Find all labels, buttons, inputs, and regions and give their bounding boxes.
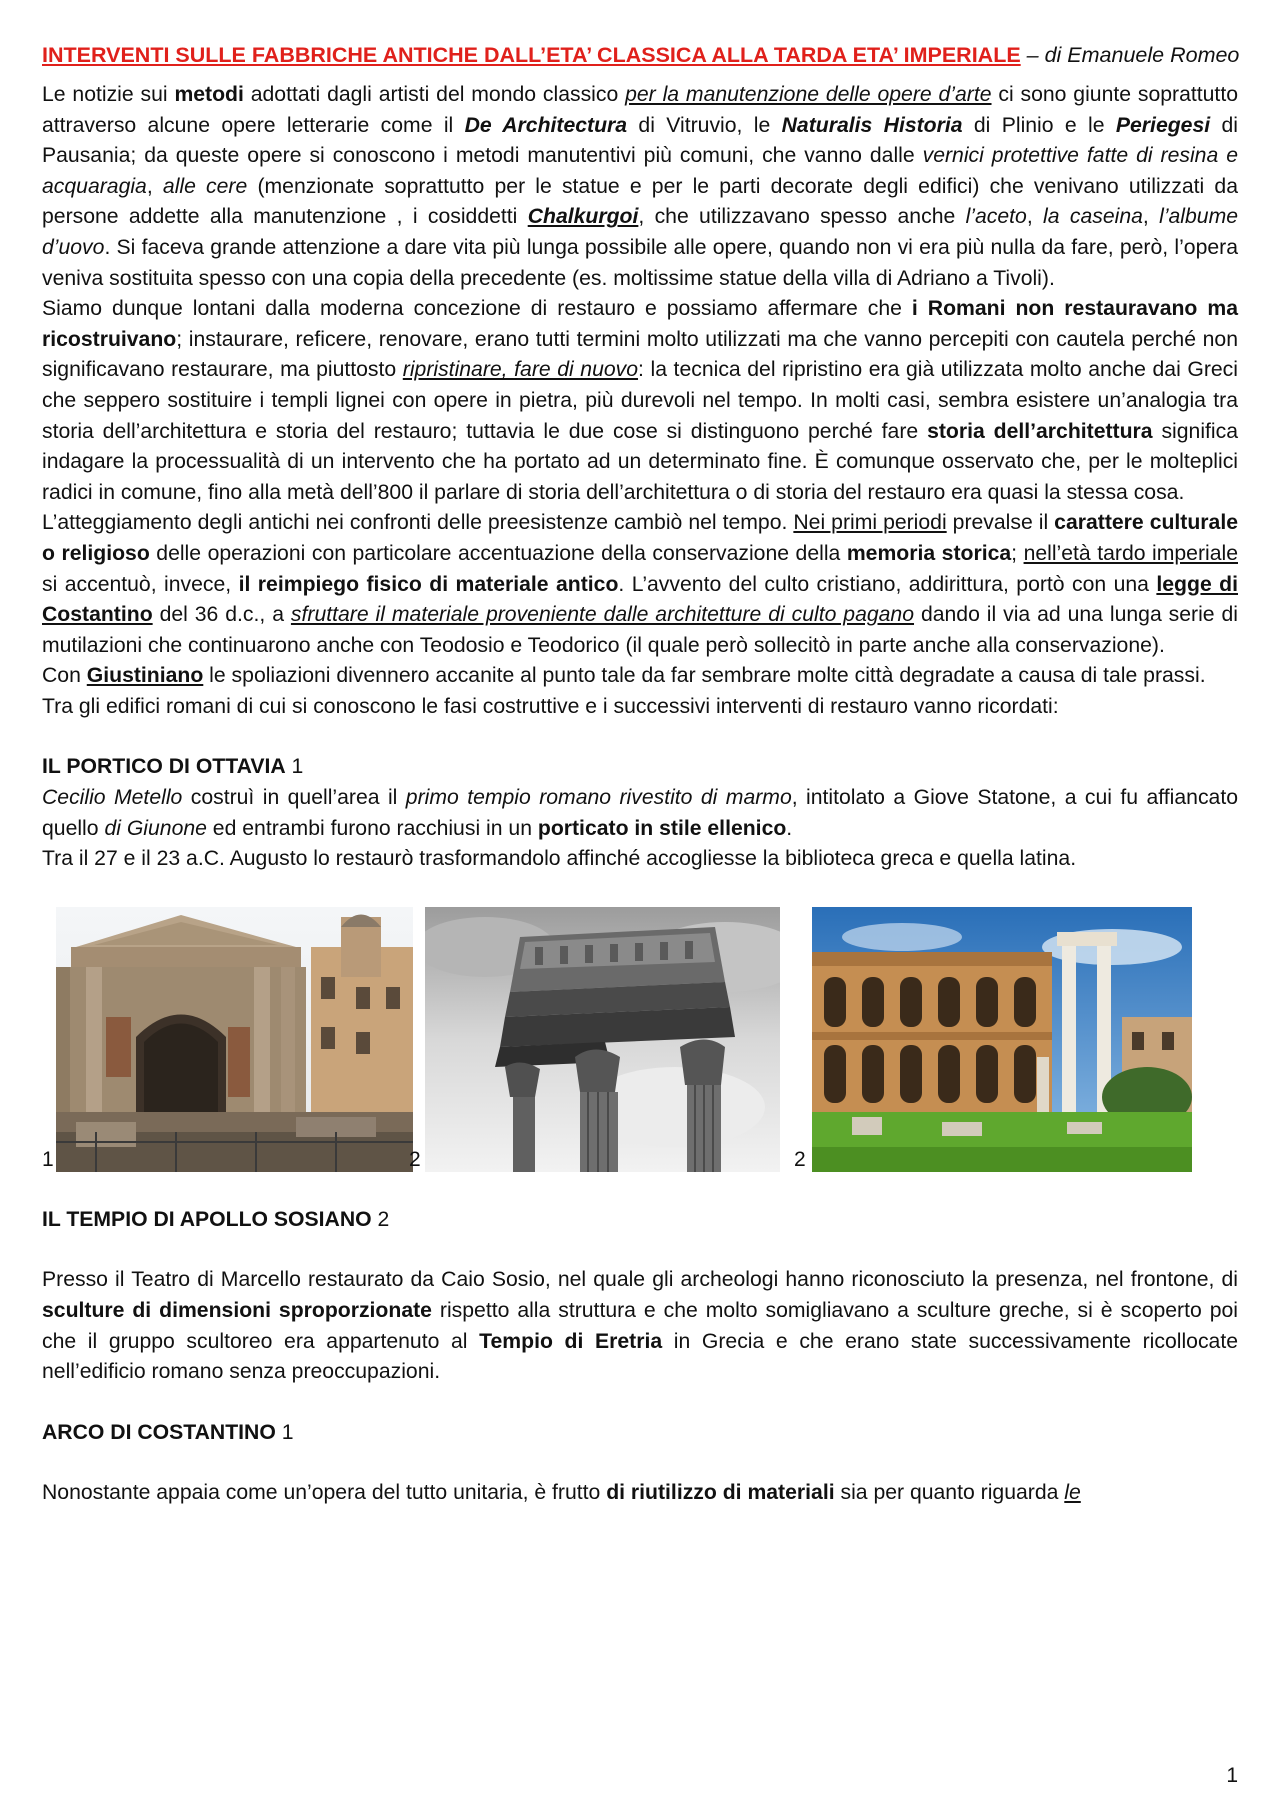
text-run: Presso il Teatro di Marcello restaurato da Caio Sosio, nel quale gli archeologi hanno riconosciuto la presenza, nel frontone, di [42, 1268, 1238, 1292]
photo-caption-2: 2 [409, 1147, 421, 1171]
section-1-line-2: Tra il 27 e il 23 a.C. Augusto lo restaurò trasformandolo affinché accogliesse la biblioteca greca e quella latina. [42, 847, 1077, 871]
text-run: di Plinio e le [962, 113, 1116, 137]
photo-strip [42, 907, 1238, 1172]
text-run: Siamo dunque lontani dalla moderna concezione di restauro e possiamo affermare che [42, 297, 912, 321]
text-run: significa indagare la processualità di un intervento che ha portato ad un determinato fine. È comunque osservato che, per le molteplici radici in comune, fino alla metà dell’800 il parlare di storia dell’architettura o di storia del restauro era quasi la stessa cosa. [42, 419, 1239, 504]
paragraph-2 [42, 294, 1238, 508]
text-run: ed entrambi furono racchiusi in un [206, 816, 538, 840]
text-run: sia per quanto riguarda [834, 1481, 1065, 1505]
bold-underline-run: legge di Costantino [42, 572, 1238, 627]
italic-run: Cecilio Metello [42, 786, 183, 810]
paragraph-1 [42, 80, 1238, 294]
heading-text: IL PORTICO DI OTTAVIA [42, 755, 286, 779]
section-1-paragraph [42, 783, 1238, 844]
text-run: di Vitruvio, le [627, 113, 782, 137]
section-2-paragraph [42, 1265, 1238, 1387]
photo-caption-1: 1 [42, 1147, 54, 1171]
text-run: . L’avvento del culto cristiano, addirittura, portò con una [618, 572, 1157, 596]
italic-underline-run: le [1064, 1481, 1081, 1505]
photo-caption-3: 2 [794, 1147, 806, 1171]
text-run: ci sono giunte soprattutto attraverso alcune opere letterarie come il [42, 83, 1238, 137]
text-run: : la tecnica del ripristino era già utilizzata molto anche dai Greci che seppero sostituire i templi lignei con opere in pietra, più durevoli nel tempo. In molti casi, sembra esistere un’analogia tra storia dell’architettura e storia del restauro; tuttavia le due cose si distinguono perché fare [42, 358, 1238, 443]
heading-text: IL TEMPIO DI APOLLO SOSIANO [42, 1207, 372, 1231]
text-run: dando il via ad una lunga serie di mutilazioni che continuarono anche con Teodosio e Teodorico (il quale però sollecitò in parte anche alla conservazione). [42, 603, 1238, 657]
text-run: , [1026, 205, 1044, 229]
bold-run: metodi [174, 83, 244, 106]
text-run: , intitolato a Giove Statone, a cui fu affiancato quello [42, 786, 1238, 840]
text-run: (menzionate soprattutto per le statue e per le parti decorate degli edifici) che venivano utilizzati da persone addette alla manutenzione , i cosiddetti [42, 174, 1238, 229]
text-run: Le notizie sui [42, 83, 175, 106]
text-run: in Grecia e che erano state successivamente ricollocate nell’edificio romano senza preoccupazioni. [42, 1329, 1239, 1384]
text-run: ; instaurare, reficere, renovare, erano tutti termini molto utilizzati ma che vanno percepiti con cautela perché non significavano restaurare, ma piuttosto [42, 327, 1238, 382]
heading-number: 2 [371, 1207, 390, 1231]
paragraph-5: Tra gli edifici romani di cui si conoscono le fasi costruttive e i successivi interventi di restauro vanno ricordati: [42, 694, 1059, 718]
italic-underline-run: sfruttare il materiale proveniente dalle architetture di culto pagano [290, 603, 915, 627]
photo-tempio-apollo-columns [425, 907, 780, 1172]
text-run: L’atteggiamento degli antichi nei confronti delle preesistenze cambiò nel tempo. [42, 511, 794, 535]
italic-run: vernici protettive fatte di resina e acquaragia [42, 144, 1238, 198]
text-run: del 36 d.c., a [152, 603, 291, 627]
page-number: 1 [1226, 1764, 1238, 1787]
document-title [42, 40, 1238, 70]
title-text: INTERVENTI SULLE FABBRICHE ANTICHE DALL’ETA’ CLASSICA ALLA TARDA ETA’ IMPERIALE [42, 43, 1021, 67]
bold-run: memoria storica [846, 541, 1012, 565]
heading-number: 1 [285, 755, 304, 779]
photo-teatro-marcello [812, 907, 1192, 1172]
bold-run: sculture di dimensioni sproporzionate [42, 1299, 432, 1323]
text-run: Nonostante appaia come un’opera del tutto unitaria, è frutto [42, 1481, 607, 1505]
bold-italic-run: Periegesi [1115, 113, 1211, 137]
bold-run: i Romani non restauravano ma ricostruivano [42, 297, 1238, 351]
text-run: prevalse il [946, 511, 1055, 535]
text-run: . [786, 816, 793, 840]
text-run: . Si faceva grande attenzione a dare vita più lunga possibile alle opere, quando non vi era più nulla da fare, però, l’opera veniva sostituita spesso con una copia della precedente (es. moltissime statue della villa di Adriano a Tivoli). [42, 235, 1238, 290]
heading-text: ARCO DI COSTANTINO [42, 1420, 276, 1444]
text-run: ; [1011, 541, 1024, 565]
italic-underline-run: ripristinare, fare di nuovo [402, 358, 639, 382]
section-heading-arco-costantino [42, 1418, 1238, 1449]
bold-run: storia dell’architettura [927, 419, 1153, 443]
text-run: si accentuò, invece, [42, 572, 239, 596]
text-run: , [1142, 205, 1160, 229]
text-run: costruì in quell’area il [182, 786, 406, 810]
section-heading-portico [42, 752, 1238, 783]
italic-run: primo tempio romano rivestito di marmo [405, 786, 792, 810]
section-3-paragraph [42, 1478, 1238, 1509]
bold-run: il reimpiego fisico di materiale antico [238, 572, 619, 596]
bold-run: di riutilizzo di materiali [606, 1481, 835, 1505]
bold-italic-run: Naturalis Historia [781, 113, 963, 137]
text-run: , che utilizzavano spesso anche [638, 205, 966, 229]
bold-underline-run: Giustiniano [86, 664, 204, 688]
text-run: delle operazioni con particolare accentuazione della conservazione della [149, 541, 847, 565]
text-run: Con [42, 664, 87, 688]
author-text: – di Emanuele Romeo [1020, 43, 1240, 67]
document-page [42, 40, 1238, 1509]
italic-run: di Giunone [104, 816, 207, 840]
underline-run: Nei primi periodi [793, 511, 947, 535]
bold-italic-run: De Architectura [464, 113, 628, 137]
italic-underline-run: per la manutenzione delle opere d’arte [625, 83, 992, 106]
paragraph-4 [42, 661, 1238, 692]
italic-run: alle cere [162, 174, 248, 198]
section-heading-apollo-sosiano [42, 1205, 1238, 1236]
italic-run: l’aceto [965, 205, 1027, 229]
text-run: rispetto alla struttura e che molto somigliavano a sculture greche, si è scoperto poi che il gruppo scultoreo era appartenuto al [42, 1299, 1239, 1353]
paragraph-3 [42, 508, 1238, 661]
underline-run: nell’età tardo imperiale [1023, 541, 1238, 565]
italic-run: l’albume d’uovo [42, 205, 1239, 259]
text-run: di Pausania; da queste opere si conoscono i metodi manutentivi più comuni, che vanno dalle [42, 113, 1238, 168]
heading-number: 1 [275, 1420, 294, 1444]
bold-run: carattere culturale o religioso [42, 511, 1238, 565]
text-run: le spoliazioni divennero accanite al punto tale da far sembrare molte città degradate a causa di tale prassi. [203, 664, 1206, 688]
bold-italic-underline-run: Chalkurgoi [527, 205, 639, 229]
text-run: , [146, 174, 163, 198]
italic-run: la caseina [1043, 205, 1143, 229]
bold-run: porticato in stile ellenico [537, 816, 787, 840]
photo-portico-ottavia [56, 907, 413, 1172]
text-run: adottati dagli artisti del mondo classico [243, 83, 626, 106]
bold-run: Tempio di Eretria [479, 1329, 663, 1353]
